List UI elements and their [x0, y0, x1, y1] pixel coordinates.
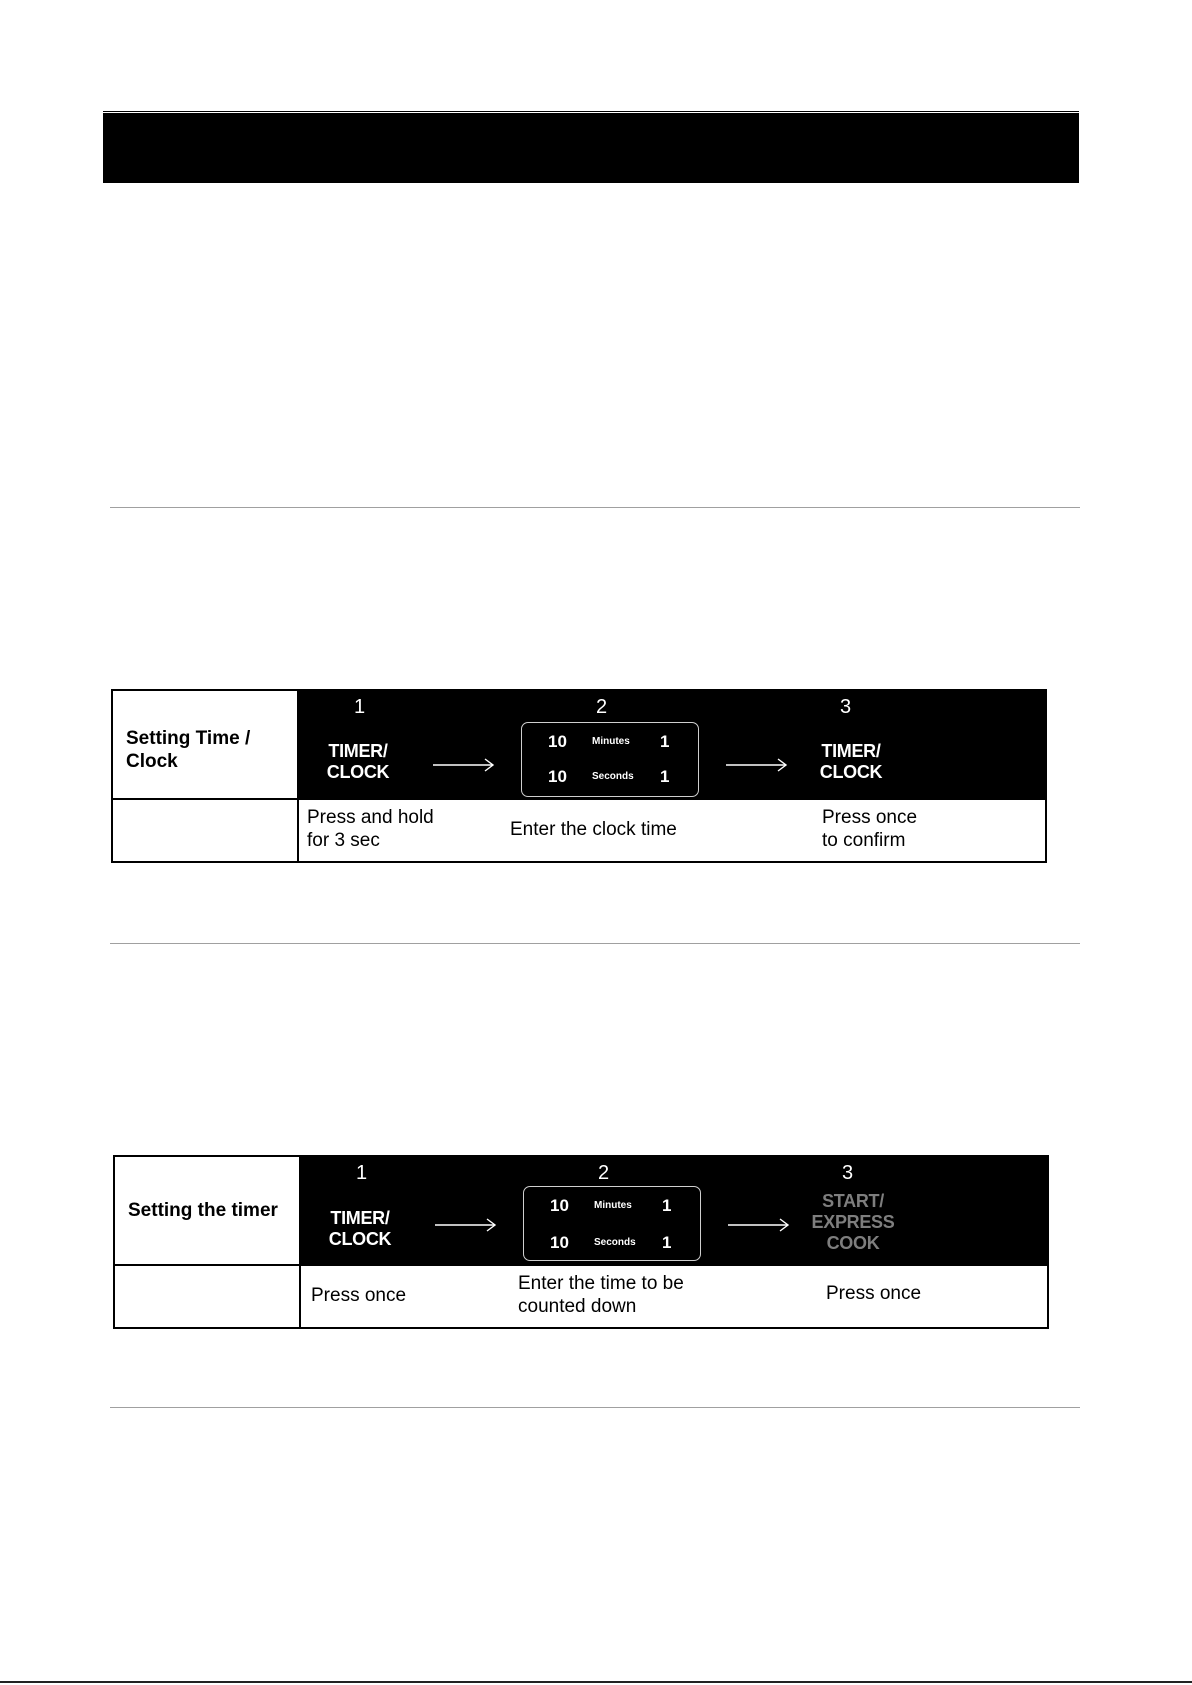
- button-label-line: CLOCK: [326, 762, 390, 782]
- control-panel-band: [299, 691, 1045, 800]
- minutes-digit: 1: [662, 1196, 672, 1215]
- button-label-line: COOK: [826, 1233, 880, 1253]
- seconds-digit: 1: [660, 767, 670, 786]
- arrow-right-icon: [435, 1218, 497, 1232]
- instruction-row: [299, 800, 1045, 861]
- display-seconds-row: [522, 767, 698, 791]
- empty-cell: [113, 800, 299, 861]
- button-label-line: TIMER/: [821, 741, 881, 761]
- timer-setting-table: [113, 1155, 1049, 1329]
- page-bottom-rule: [0, 1681, 1192, 1683]
- step-number: 1: [354, 696, 366, 718]
- step-number: 2: [598, 1162, 610, 1184]
- timer-clock-button[interactable]: [315, 1208, 405, 1250]
- button-label-line: CLOCK: [819, 762, 883, 782]
- seconds-label: Seconds: [592, 771, 634, 782]
- step-instruction: [822, 806, 917, 852]
- arrow-right-icon: [726, 758, 788, 772]
- minutes-label: Minutes: [592, 736, 630, 747]
- minutes-value: 10: [548, 732, 567, 751]
- divider: [110, 943, 1080, 944]
- control-panel-band: [301, 1157, 1047, 1266]
- table-label: Setting the timer: [128, 1200, 278, 1221]
- step-instruction: Enter the clock time: [510, 819, 677, 840]
- timer-clock-button[interactable]: [313, 741, 403, 783]
- instruction-row: [301, 1266, 1047, 1327]
- label-line: Clock: [126, 751, 178, 772]
- divider: [110, 1407, 1080, 1408]
- display-seconds-row: [524, 1233, 700, 1257]
- instruction-line: counted down: [518, 1296, 637, 1317]
- minutes-label: Minutes: [594, 1200, 632, 1211]
- table-label-cell: [115, 1157, 301, 1266]
- label-line: Setting Time /: [126, 728, 251, 749]
- step-number: 1: [356, 1162, 368, 1184]
- button-label-line: EXPRESS: [811, 1212, 895, 1232]
- arrow-right-icon: [433, 758, 495, 772]
- instruction-line: Enter the time to be: [518, 1273, 684, 1294]
- step-instruction: [307, 806, 434, 852]
- step-instruction: Press once: [311, 1285, 407, 1306]
- instruction-line: to confirm: [822, 830, 906, 851]
- arrow-right-icon: [728, 1218, 790, 1232]
- divider: [110, 507, 1080, 508]
- button-label-line: TIMER/: [330, 1208, 390, 1228]
- button-label-line: CLOCK: [328, 1229, 392, 1249]
- minutes-digit: 1: [660, 732, 670, 751]
- instruction-line: for 3 sec: [307, 830, 380, 851]
- button-label-line: START/: [822, 1191, 884, 1211]
- step-instruction: Press once: [826, 1283, 922, 1304]
- lcd-display: [521, 722, 699, 797]
- empty-cell: [115, 1266, 301, 1327]
- seconds-digit: 1: [662, 1233, 672, 1252]
- display-minutes-row: [524, 1196, 700, 1220]
- seconds-value: 10: [548, 767, 567, 786]
- seconds-value: 10: [550, 1233, 569, 1252]
- table-label-cell: [113, 691, 299, 800]
- step-number: 3: [842, 1162, 854, 1184]
- table-label: [126, 727, 250, 773]
- instruction-line: Press and hold: [307, 807, 434, 828]
- button-label-line: TIMER/: [328, 741, 388, 761]
- display-minutes-row: [522, 732, 698, 756]
- step-instruction: [518, 1272, 684, 1318]
- instruction-line: Press once: [822, 807, 918, 828]
- minutes-value: 10: [550, 1196, 569, 1215]
- start-express-cook-button[interactable]: [808, 1191, 898, 1254]
- seconds-label: Seconds: [594, 1237, 636, 1248]
- timer-clock-button[interactable]: [806, 741, 896, 783]
- clock-setting-table: [111, 689, 1047, 863]
- section-header-bar: [103, 113, 1079, 183]
- step-number: 2: [596, 696, 608, 718]
- step-number: 3: [840, 696, 852, 718]
- lcd-display: [523, 1186, 701, 1261]
